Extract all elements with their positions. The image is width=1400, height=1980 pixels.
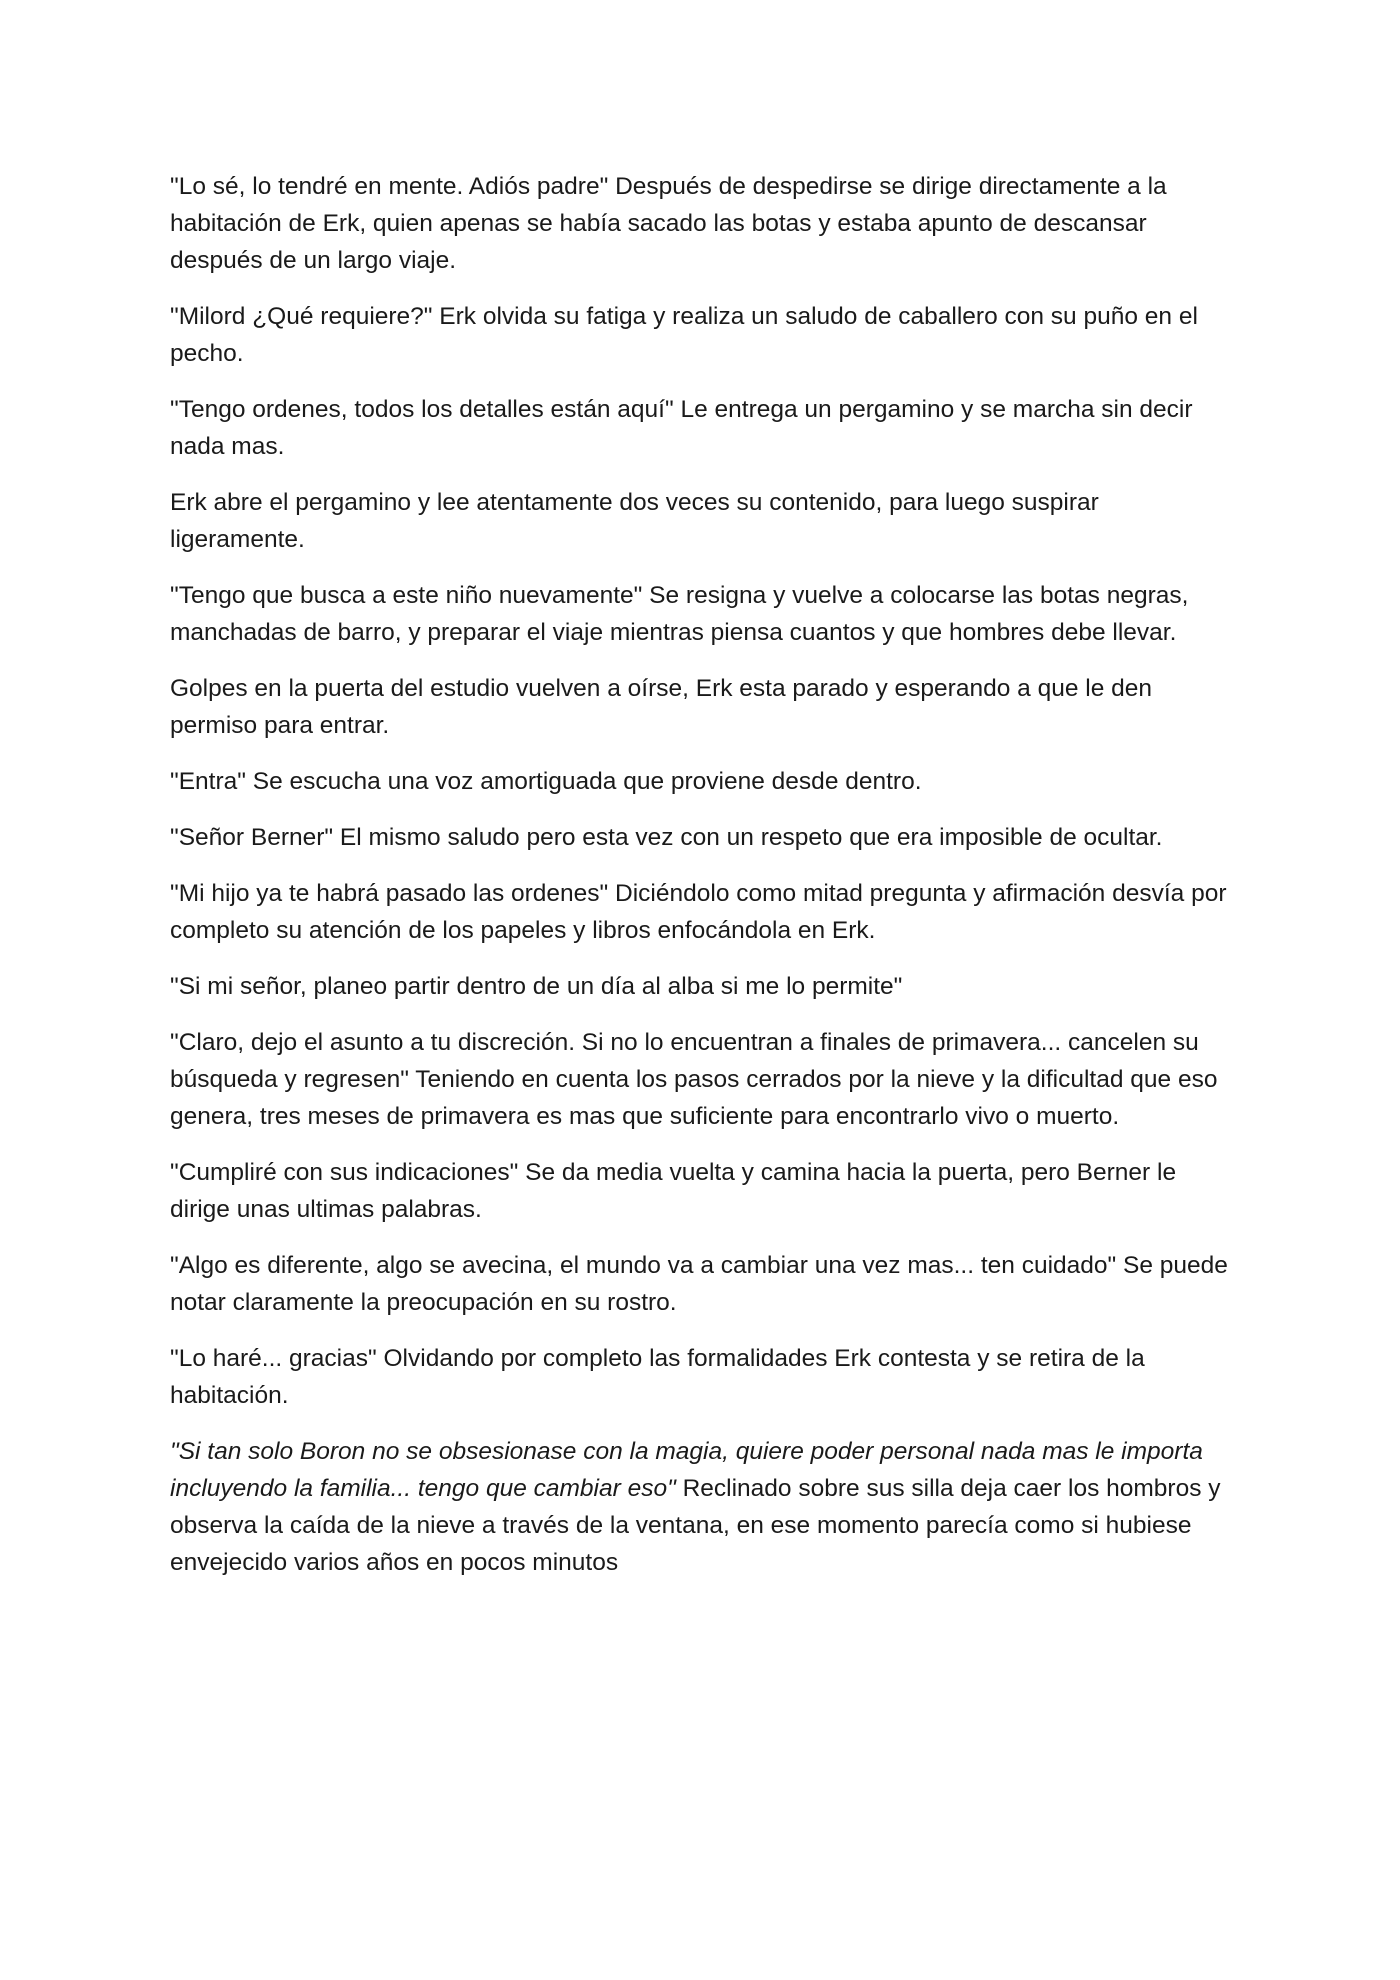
paragraph: "Entra" Se escucha una voz amortiguada que proviene desde dentro. [170,768,922,795]
paragraph: "Cumpliré con sus indicaciones" Se da media vuelta y camina hacia la puerta, pero Berner le dirige unas ultimas palabras. [170,1159,1177,1223]
paragraph: "Si mi señor, planeo partir dentro de un día al alba si me lo permite" [170,973,903,1000]
paragraph: "Algo es diferente, algo se avecina, el mundo va a cambiar una vez mas... ten cuidado" Se puede notar claramente la preocupación en su rostro. [170,1252,1228,1316]
document-body [170,168,1240,1600]
paragraph: "Milord ¿Qué requiere?" Erk olvida su fatiga y realiza un saludo de caballero con su puño en el pecho. [170,303,1198,367]
paragraph: "Tengo que busca a este niño nuevamente" Se resigna y vuelve a colocarse las botas negras, manchadas de barro, y preparar el viaje mientras piensa cuantos y que hombres debe llevar. [170,582,1189,646]
paragraph: "Claro, dejo el asunto a tu discreción. Si no lo encuentran a finales de primavera... cancelen su búsqueda y regresen" Teniendo en cuenta los pasos cerrados por la nieve y la dificultad que eso genera, tres meses de primavera es mas que suficiente para encontrarlo vivo o muerto. [170,1029,1218,1130]
narration: Reclinado sobre sus silla deja caer los hombros y observa la caída de la nieve a través de la ventana, en ese momento parecía como si hubiese envejecido varios años en pocos minutos [170,1475,1221,1576]
paragraph: "Lo sé, lo tendré en mente. Adiós padre" Después de despedirse se dirige directamente a la habitación de Erk, quien apenas se había sacado las botas y estaba apunto de descansar después de un largo viaje. [170,173,1167,274]
paragraph: "Lo haré... gracias" Olvidando por completo las formalidades Erk contesta y se retira de la habitación. [170,1345,1145,1409]
paragraph: Golpes en la puerta del estudio vuelven a oírse, Erk esta parado y esperando a que le den permiso para entrar. [170,675,1153,739]
italic-thought: "Si tan solo Boron no se obsesionase con la magia, quiere poder personal nada mas le importa incluyendo la familia... tengo que cambiar eso" [170,1438,1203,1502]
final-paragraph [170,1433,1240,1581]
paragraph: "Señor Berner" El mismo saludo pero esta vez con un respeto que era imposible de ocultar. [170,824,1163,851]
paragraph: Erk abre el pergamino y lee atentamente dos veces su contenido, para luego suspirar ligeramente. [170,489,1099,553]
paragraph: "Tengo ordenes, todos los detalles están aquí" Le entrega un pergamino y se marcha sin decir nada mas. [170,396,1193,460]
paragraph: "Mi hijo ya te habrá pasado las ordenes" Diciéndolo como mitad pregunta y afirmación desvía por completo su atención de los papeles y libros enfocándola en Erk. [170,880,1227,944]
